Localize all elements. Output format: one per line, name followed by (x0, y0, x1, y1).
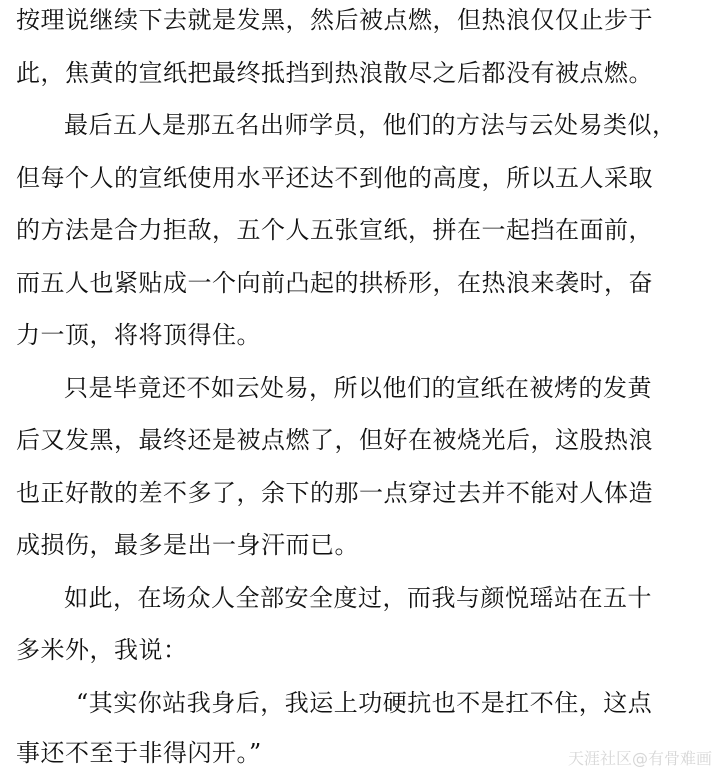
text-line: 后又发黑，最终还是被点燃了，但好在被烧光后，这股热浪 (16, 426, 653, 454)
text-line: 多米外，我说： (16, 636, 188, 664)
text-line: 只是毕竟还不如云处易，所以他们的宣纸在被烤的发黄 (64, 374, 652, 402)
text-line: 力一顶，将将顶得住。 (16, 321, 261, 349)
text-line: 最后五人是那五名出师学员，他们的方法与云处易类似， (64, 111, 677, 139)
text-line: 此，焦黄的宣纸把最终抵挡到热浪散尽之后都没有被点燃。 (16, 59, 653, 87)
watermark: 天涯社区@有骨难画 (567, 749, 712, 768)
text-line: 成损伤，最多是出一身汗而已。 (16, 531, 359, 559)
text-line: “其实你站我身后，我运上功硬抗也不是扛不住，这点 (76, 689, 653, 717)
text-line: 但每个人的宣纸使用水平还达不到他的高度，所以五人采取 (16, 164, 653, 192)
text-line: 如此，在场众人全部安全度过，而我与颜悦瑶站在五十 (64, 584, 652, 612)
text-line: 按理说继续下去就是发黑，然后被点燃，但热浪仅仅止步于 (16, 6, 653, 34)
text-line: 也正好散的差不多了，余下的那一点穿过去并不能对人体造 (16, 479, 653, 507)
text-line: 而五人也紧贴成一个向前凸起的拱桥形，在热浪来袭时，奋 (16, 269, 653, 297)
text-line: 的方法是合力拒敌，五个人五张宣纸，拼在一起挡在面前， (16, 216, 653, 244)
text-line: 事还不至于非得闪开。” (16, 739, 262, 767)
